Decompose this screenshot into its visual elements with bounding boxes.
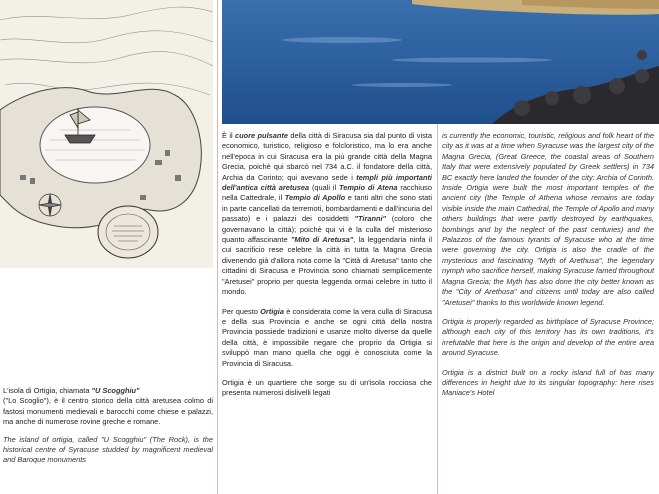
- italian-paragraph-1: È il cuore pulsante della città di Siracusa sia dal punto di vista economico, turistico, religioso e folcloristico, ma lo era anche nell'epoca in cui Siracusa era la più grande città della Magna Grecia, poichè qui sbarcò nel 734 a.C. il fondatore della città, Archia da Corinto; qui avevano sede i templi più importanti dell'antica città aretusea (quali il Tempio di Atena racchiuso nella Cattedrale, il Tempio di Apollo e tanti altri che sono stati in parte cancellati da terremoti, bombardamenti e dall'incuria del passato) e i palazzi dei cosiddetti "Tiranni" (coloro che governavano la città); poichè qui vi è la culla del misterioso quanto affascinante "Mito di Aretusa", la leggendaria ninfa il cui sacrificio rese celebre la città in tutta la Magna Grecia divenendo già d'allora nota come la "Città di Aretusa" tanto che cittadini di Siracusa e Provincia sono chiamati semplicemente "Aretusei" proprio per questa leggenda ormai celebre in tutto il mondo.: [222, 131, 432, 297]
- compass-rose-icon: [39, 194, 61, 216]
- caption-it-rest: ("Lo Scoglio"), è il centro storico della città aretusea colmo di fastosi monumenti medievali e barocchi come chiese e palazzi, ma anche di numerose rovine greche e romane.: [3, 396, 213, 427]
- ortigia-historic-map: [0, 0, 213, 268]
- english-paragraph-3: Ortigia is a district built on a rocky island full of has many differences in height due to its singular topography: here rises Maniace's Hotel: [442, 367, 654, 398]
- caption-it-prefix: L'isola di Ortigia, chiamata: [3, 386, 92, 395]
- ortigia-sea-photo: [222, 0, 659, 124]
- map-caption: [3, 386, 213, 473]
- column-divider-left: [217, 0, 218, 494]
- italian-paragraph-2: Per questo Ortigia è considerata come la vera culla di Siracusa e della sua Provincia e anche se ogni città della nostra Provincia possiede tradizioni e usanze molto diverse da quelle della città, è impossibile negare che proprio da Ortigia si sviluppò man mano quella che oggi è conosciuta come la Provincia di Siracusa.: [222, 306, 432, 368]
- english-column: [442, 131, 654, 408]
- italian-column: [222, 131, 432, 408]
- sea-photo-illustration: [222, 0, 659, 124]
- map-caption-italian: [3, 386, 213, 428]
- english-paragraph-1: is currently the economic, touristic, religious and folk heart of the city as it was at a time when Syracuse was the largest city of the Magna Grecia, (Great Greece, the coastal areas of Southern Italy that were extensively populated by Greek settlers) in 734 BC exactly here landed the founder of the city: Archia of Corinth. Inside Ortigia were built the most important temples of the ancient city (the Temple of Athena whose remains are today visible inside the main Cathedral, the Temple of Apollo and many others buildings that were partly destroyed by earthquakes, bombings and by the neglect of the past centuries) and the Palazzos of the famous tyrants of Syracuse who at the time were governing the city. Ortigia is also the cradle of the mysterious and fascinating "Myth of Arethusa", the legendary nymph who sacrifice herself, making Syracuse famed throughout Magna Grecia; the Myth has also done the city better known as the "City of Arethusa" and citizens until today are also called "Aretusei" thanks to this worldwide known legend.: [442, 131, 654, 307]
- map-illustration: [0, 0, 213, 268]
- english-paragraph-2: Ortigia is properly regarded as birthplace of Syracuse Province; although each city of this territory has its own traditions, it's irrefutable that here is the origin and develop of the entire area around Syracuse.: [442, 316, 654, 358]
- map-caption-english: The island of ortigia, called "U Scogghiu" (The Rock), is the historical centre of Syracuse studded by magnificent medieval and Baroque monuments: [3, 434, 213, 465]
- column-divider-right: [437, 124, 438, 494]
- caption-it-name: "U Scogghiu": [91, 386, 140, 395]
- italian-paragraph-3: Ortigia è un quartiere che sorge su di un'isola rocciosa che presenta numerosi dislivelli legati: [222, 377, 432, 398]
